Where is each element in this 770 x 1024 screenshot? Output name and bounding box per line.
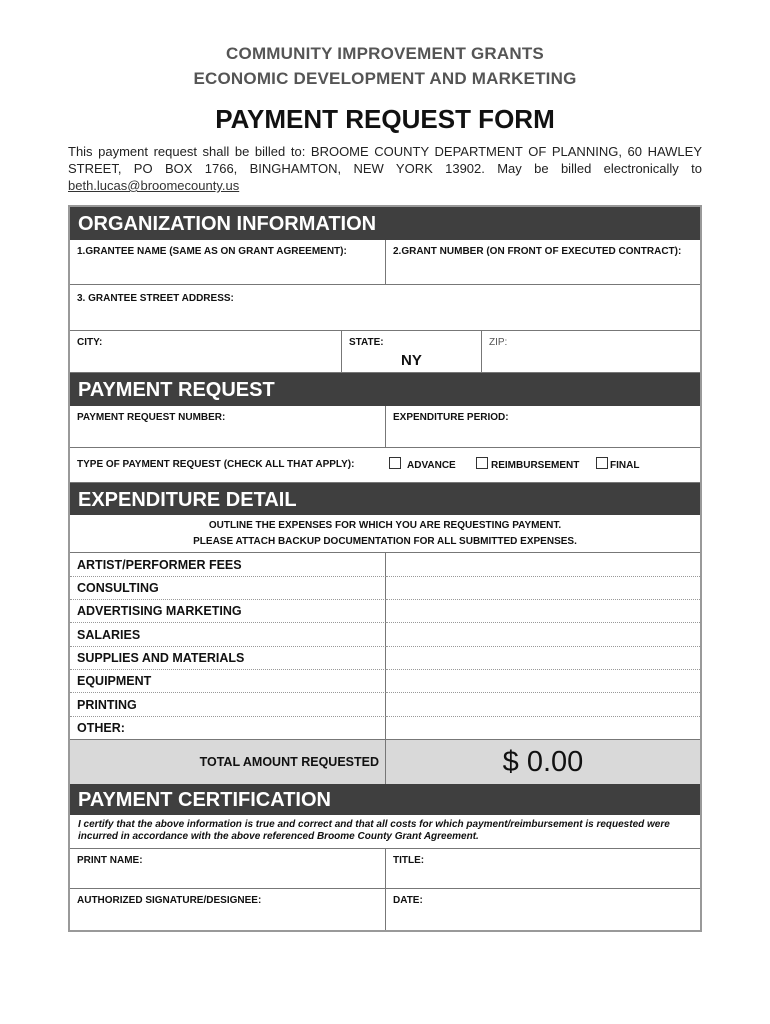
street-address-label: 3. GRANTEE STREET ADDRESS: bbox=[77, 293, 234, 304]
expense-row-label: ARTIST/PERFORMER FEES bbox=[70, 553, 386, 577]
section-header-expenditure bbox=[70, 483, 700, 515]
street-address-field[interactable] bbox=[70, 285, 700, 331]
date-field[interactable] bbox=[386, 889, 700, 930]
expenditure-note-1: OUTLINE THE EXPENSES FOR WHICH YOU ARE REQUESTING PAYMENT. bbox=[208, 520, 562, 531]
print-name-field[interactable] bbox=[70, 849, 386, 889]
reimbursement-checkbox[interactable] bbox=[476, 457, 488, 469]
expense-row-amount[interactable] bbox=[386, 623, 700, 647]
section-header-certification bbox=[70, 784, 700, 815]
section-header-organization bbox=[70, 207, 700, 240]
payment-request-number-label: PAYMENT REQUEST NUMBER: bbox=[77, 412, 226, 423]
form-title: PAYMENT REQUEST FORM bbox=[215, 104, 555, 134]
zip-label: ZIP: bbox=[489, 337, 508, 348]
expense-row-label: OTHER: bbox=[70, 717, 386, 739]
expenditure-period-field[interactable] bbox=[386, 406, 700, 448]
expense-row-label: CONSULTING bbox=[70, 577, 386, 600]
payment-request-heading: PAYMENT REQUEST bbox=[78, 379, 275, 401]
organization-heading: ORGANIZATION INFORMATION bbox=[78, 213, 377, 235]
print-name-label: PRINT NAME: bbox=[77, 855, 143, 866]
expense-row-label: SALARIES bbox=[70, 623, 386, 647]
city-field[interactable] bbox=[70, 331, 342, 373]
expenditure-period-label: EXPENDITURE PERIOD: bbox=[393, 412, 509, 423]
expense-row-label: SUPPLIES AND MATERIALS bbox=[70, 647, 386, 670]
grant-number-label: 2.GRANT NUMBER (ON FRONT OF EXECUTED CONTRACT): bbox=[393, 246, 682, 257]
zip-field[interactable] bbox=[482, 331, 700, 373]
advance-label: ADVANCE bbox=[407, 460, 456, 471]
header-line-1: COMMUNITY IMPROVEMENT GRANTS bbox=[226, 44, 544, 63]
billing-email-link[interactable]: beth.lucas@broomecounty.us bbox=[68, 178, 240, 193]
expense-row-amount[interactable] bbox=[386, 577, 700, 600]
expenditure-heading: EXPENDITURE DETAIL bbox=[78, 489, 297, 511]
title-field[interactable] bbox=[386, 849, 700, 889]
expense-row-amount[interactable] bbox=[386, 647, 700, 670]
grant-number-field[interactable] bbox=[386, 240, 700, 285]
expense-row-amount[interactable] bbox=[386, 717, 700, 739]
advance-checkbox[interactable] bbox=[389, 457, 401, 469]
certification-heading: PAYMENT CERTIFICATION bbox=[78, 789, 331, 811]
section-header-payment-request bbox=[70, 373, 700, 406]
state-value: NY bbox=[401, 352, 422, 369]
expense-row-amount[interactable] bbox=[386, 693, 700, 717]
title-label: TITLE: bbox=[393, 855, 425, 866]
total-amount-label: TOTAL AMOUNT REQUESTED bbox=[70, 739, 386, 784]
grantee-name-label: 1.GRANTEE NAME (SAME AS ON GRANT AGREEMENT): bbox=[77, 246, 347, 257]
expense-row-label: ADVERTISING MARKETING bbox=[70, 600, 386, 623]
expense-row-amount[interactable] bbox=[386, 670, 700, 693]
reimbursement-label: REIMBURSEMENT bbox=[491, 460, 580, 471]
expense-row-label: PRINTING bbox=[70, 693, 386, 717]
header-line-2: ECONOMIC DEVELOPMENT AND MARKETING bbox=[193, 69, 577, 88]
grantee-name-field[interactable] bbox=[70, 240, 386, 285]
signature-field[interactable] bbox=[70, 889, 386, 930]
expense-row-label: EQUIPMENT bbox=[70, 670, 386, 693]
payment-request-number-field[interactable] bbox=[70, 406, 386, 448]
date-label: DATE: bbox=[393, 895, 423, 906]
intro-paragraph bbox=[68, 143, 702, 194]
expense-row-amount[interactable] bbox=[386, 553, 700, 577]
total-amount-value: $ 0.00 bbox=[386, 739, 700, 784]
final-label: FINAL bbox=[610, 460, 640, 471]
certification-statement: I certify that the above information is true and correct and that all costs for which payment/reimbursement is requested were incurred in accordance with the above referenced Broome County Grant Agreement. bbox=[70, 815, 700, 849]
expenditure-note-2: PLEASE ATTACH BACKUP DOCUMENTATION FOR ALL SUBMITTED EXPENSES. bbox=[193, 536, 577, 547]
city-label: CITY: bbox=[77, 337, 103, 348]
signature-label: AUTHORIZED SIGNATURE/DESIGNEE: bbox=[77, 895, 262, 906]
payment-request-form bbox=[68, 205, 702, 932]
payment-type-label: TYPE OF PAYMENT REQUEST (CHECK ALL THAT APPLY): bbox=[77, 459, 355, 470]
final-checkbox[interactable] bbox=[596, 457, 608, 469]
intro-text: This payment request shall be billed to: BROOME COUNTY DEPARTMENT OF PLANNING, 60 HAWLEY STREET, PO BOX 1766, BINGHAMTON, NEW YORK 13902. May be billed electronically to bbox=[68, 144, 702, 176]
expense-row-amount[interactable] bbox=[386, 600, 700, 623]
state-label: STATE: bbox=[349, 337, 384, 348]
